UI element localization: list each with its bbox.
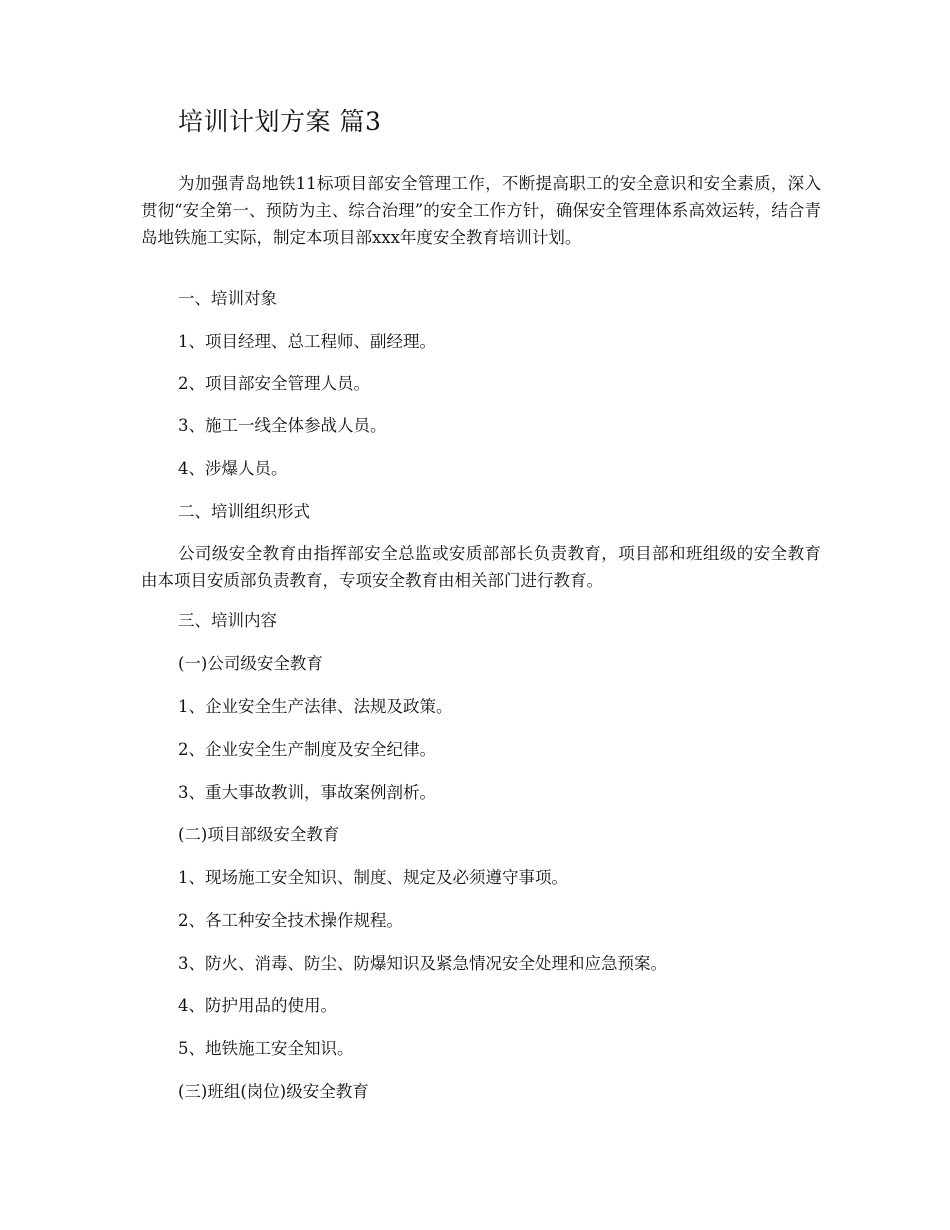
subsection-heading-company-level: (一)公司级安全教育 — [178, 654, 323, 673]
section-heading-training-content: 三、培训内容 — [178, 611, 277, 630]
section-heading-training-targets: 一、培训对象 — [178, 289, 277, 308]
list-item: 3、重大事故教训，事故案例剖析。 — [178, 783, 436, 802]
list-item: 4、防护用品的使用。 — [178, 996, 337, 1015]
list-item: 1、企业安全生产法律、法规及政策。 — [178, 697, 453, 716]
intro-paragraph: 为加强青岛地铁11标项目部安全管理工作，不断提高职工的安全意识和安全素质，深入贯彻“安全第一、预防为主、综合治理”的安全工作方针，确保安全管理体系高效运转，结合青岛地铁施工实际，制定本项目部xxx年度安全教育培训计划。 — [141, 174, 821, 247]
section-heading-organization-form: 二、培训组织形式 — [178, 502, 310, 521]
list-item: 2、企业安全生产制度及安全纪律。 — [178, 740, 436, 759]
list-item: 3、施工一线全体参战人员。 — [178, 416, 387, 435]
list-item: 2、各工种安全技术操作规程。 — [178, 911, 403, 930]
subsection-heading-project-level: (二)项目部级安全教育 — [178, 825, 340, 844]
list-item: 2、项目部安全管理人员。 — [178, 374, 370, 393]
organization-paragraph: 公司级安全教育由指挥部安全总监或安质部部长负责教育，项目部和班组级的安全教育由本项目安质部负责教育，专项安全教育由相关部门进行教育。 — [141, 544, 821, 590]
page-title: 培训计划方案 篇3 — [178, 107, 382, 136]
list-item: 1、现场施工安全知识、制度、规定及必须遵守事项。 — [178, 868, 568, 887]
subsection-heading-team-level: (三)班组(岗位)级安全教育 — [178, 1082, 369, 1101]
list-item: 3、防火、消毒、防尘、防爆知识及紧急情况安全处理和应急预案。 — [178, 954, 667, 973]
list-item: 1、项目经理、总工程师、副经理。 — [178, 332, 436, 351]
list-item: 5、地铁施工安全知识。 — [178, 1039, 354, 1058]
list-item: 4、涉爆人员。 — [178, 459, 288, 478]
